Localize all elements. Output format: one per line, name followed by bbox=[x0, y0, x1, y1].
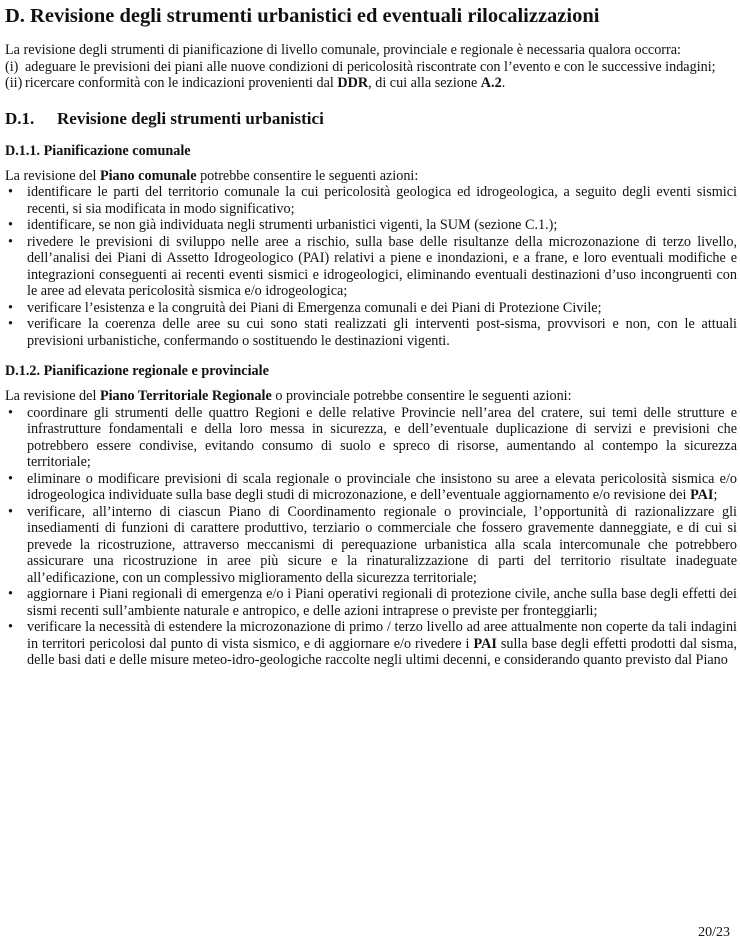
bold-term: A.2 bbox=[480, 75, 502, 91]
list-item-text: identificare le parti del territorio comunale la cui pericolosità geologica ed idrogeologica, a seguito degli eventi sismici recenti, si sia modificata in modo significativo; bbox=[27, 184, 737, 217]
list-item-text: aggiornare i Piani regionali di emergenza e/o i Piani operativi regionali di protezione civile, anche sulla base degli effetti dei sismi recenti sull’ambiente naturale e antropico, e delle azioni intraprese o previste per fronteggiarli; bbox=[27, 586, 737, 619]
bold-term: DDR bbox=[337, 75, 369, 91]
bullet-marker: • bbox=[8, 316, 13, 332]
list-item-text: coordinare gli strumenti delle quattro Regioni e delle relative Provincie nell’area del cratere, sui temi delle strutture e infrastrutture fondamentali e della loro messa in sicurezza, e dell’eventuale duplicazione di servizi e previsioni che potrebbero essere condivise, evitando consumo di suolo e spreco di risorse, aumentando al contempo la sicurezza territoriale; bbox=[27, 404, 737, 470]
section-d-title: D. Revisione degli strumenti urbanistici ed eventuali rilocalizzazioni bbox=[5, 5, 600, 27]
text-segment: La revisione del bbox=[5, 388, 100, 404]
list-item-text: identificare, se non già individuata negli strumenti urbanistici vigenti, la SUM (sezione C.1.); bbox=[27, 217, 558, 233]
list-item bbox=[5, 405, 737, 471]
bullet-marker: • bbox=[8, 619, 13, 635]
text-segment: verificare la necessità di estendere la microzonazione di primo / terzo livello ad aree attualmente non coperte da tali indagini in territori pericolosi dal punto di vista sismico, e di aggiornare e/o rivedere i bbox=[27, 619, 737, 652]
page-number: 20/23 bbox=[698, 925, 730, 940]
section-d-intro: La revisione degli strumenti di pianificazione di livello comunale, provinciale e regionale è necessaria qualora occorra: bbox=[5, 42, 681, 58]
bullet-marker: • bbox=[8, 299, 13, 316]
text-segment: ; bbox=[713, 487, 718, 503]
bold-term: Piano Territoriale Regionale bbox=[99, 388, 272, 404]
text-segment: . bbox=[501, 75, 506, 91]
spacer bbox=[5, 349, 737, 363]
section-title-text: Revisione degli strumenti urbanistici bbox=[57, 108, 324, 128]
bold-term: PAI bbox=[690, 487, 714, 503]
section-d11-lead bbox=[5, 168, 737, 185]
document-page bbox=[5, 4, 737, 669]
roman-item-ii bbox=[5, 75, 737, 92]
section-d11-title: D.1.1. Pianificazione comunale bbox=[5, 142, 191, 159]
bold-term: Piano comunale bbox=[99, 167, 197, 184]
list-item bbox=[5, 234, 737, 300]
list-item-text: verificare l’esistenza e la congruità dei Piani di Emergenza comunali e dei Piani di Protezione Civile; bbox=[27, 299, 602, 316]
section-d12-lead bbox=[5, 388, 737, 405]
roman-item-number: (ii) bbox=[5, 75, 23, 91]
list-item-text bbox=[27, 471, 737, 504]
list-item-text: rivedere le previsioni di sviluppo nelle aree a rischio, sulla base delle risultanze della microzonazione di terzo livello, dell’analisi dei Piani di Assetto Idrogeologico (PAI) relativi a piene e inondazioni, e a frane, e loro eventuali modifiche e integrazioni conseguenti ai recenti eventi sismici e idrogeologici, eliminando eventuali destinazioni d’uso incongruenti con le aree ad elevata pericolosità sismica e/o idrogeologica; bbox=[27, 233, 737, 299]
bullet-marker: • bbox=[8, 233, 13, 250]
list-item-text: verificare la coerenza delle aree su cui sono stati realizzati gli interventi post-sisma, provvisori e non, con le attuali previsioni urbanistiche, confermando o sostituendo le destinazioni vigenti. bbox=[27, 316, 737, 349]
list-item bbox=[5, 184, 737, 217]
bullet-marker: • bbox=[8, 586, 13, 602]
bullet-marker: • bbox=[8, 184, 13, 200]
text-segment: , di cui alla sezione bbox=[368, 75, 481, 91]
list-item bbox=[5, 300, 737, 317]
roman-item-text: adeguare le previsioni dei piani alle nuove condizioni di pericolosità riscontrate con l’evento e con le successive indagini; bbox=[25, 58, 716, 75]
section-number: D.1. bbox=[5, 108, 35, 128]
text-segment: potrebbe consentire le seguenti azioni: bbox=[196, 167, 419, 184]
list-item-text bbox=[27, 619, 737, 669]
section-d11-bullet-list bbox=[5, 184, 737, 349]
section-d12-bullet-list bbox=[5, 405, 737, 669]
list-item bbox=[5, 316, 737, 349]
roman-item-text bbox=[25, 75, 737, 92]
section-d12-title: D.1.2. Pianificazione regionale e provinciale bbox=[5, 363, 269, 379]
list-item bbox=[5, 504, 737, 587]
list-item bbox=[5, 217, 737, 234]
section-d1-title bbox=[5, 109, 737, 129]
text-segment: ricercare conformità con le indicazioni provenienti dal bbox=[25, 75, 338, 91]
roman-item-i bbox=[5, 59, 737, 76]
list-item bbox=[5, 586, 737, 619]
text-segment: o provinciale potrebbe consentire le seguenti azioni: bbox=[271, 388, 572, 404]
bullet-marker: • bbox=[8, 404, 13, 421]
bullet-marker: • bbox=[8, 503, 13, 520]
text-segment: eliminare o modificare previsioni di scala regionale o provinciale che insistono su aree a elevata pericolosità sismica e/o idrogeologica individuate sulla base degli studi di microzonazione, e dell’eventuale aggiornamento e/o revisione dei bbox=[27, 470, 737, 503]
bullet-marker: • bbox=[8, 217, 13, 233]
text-segment: sulla base degli effetti prodotti dal sisma, delle basi dati e delle misure meteo-idro-geologiche raccolte negli ultimi decenni, e considerando quanto previsto dal Piano bbox=[27, 635, 737, 668]
list-item bbox=[5, 471, 737, 504]
text-segment: La revisione del bbox=[5, 167, 100, 184]
roman-item-number: (i) bbox=[5, 58, 19, 75]
list-item-text: verificare, all’interno di ciascun Piano di Coordinamento regionale o provinciale, l’opportunità di razionalizzare gli insediamenti di funzioni di carattere produttivo, terziario o commerciale che fossero gravemente danneggiate, e di cui si prevede la ricostruzione, attraverso meccanismi di perequazione urbanistica alla scala intercomunale che potrebbero assicurare una ricostruzione in aree più sicure e la rinaturalizzazione di parti del territorio risultate inadeguate all’edificazione, con un complessivo miglioramento della sicurezza territoriale; bbox=[27, 503, 737, 586]
bullet-marker: • bbox=[8, 470, 13, 487]
bold-term: PAI bbox=[473, 635, 497, 652]
list-item bbox=[5, 619, 737, 669]
